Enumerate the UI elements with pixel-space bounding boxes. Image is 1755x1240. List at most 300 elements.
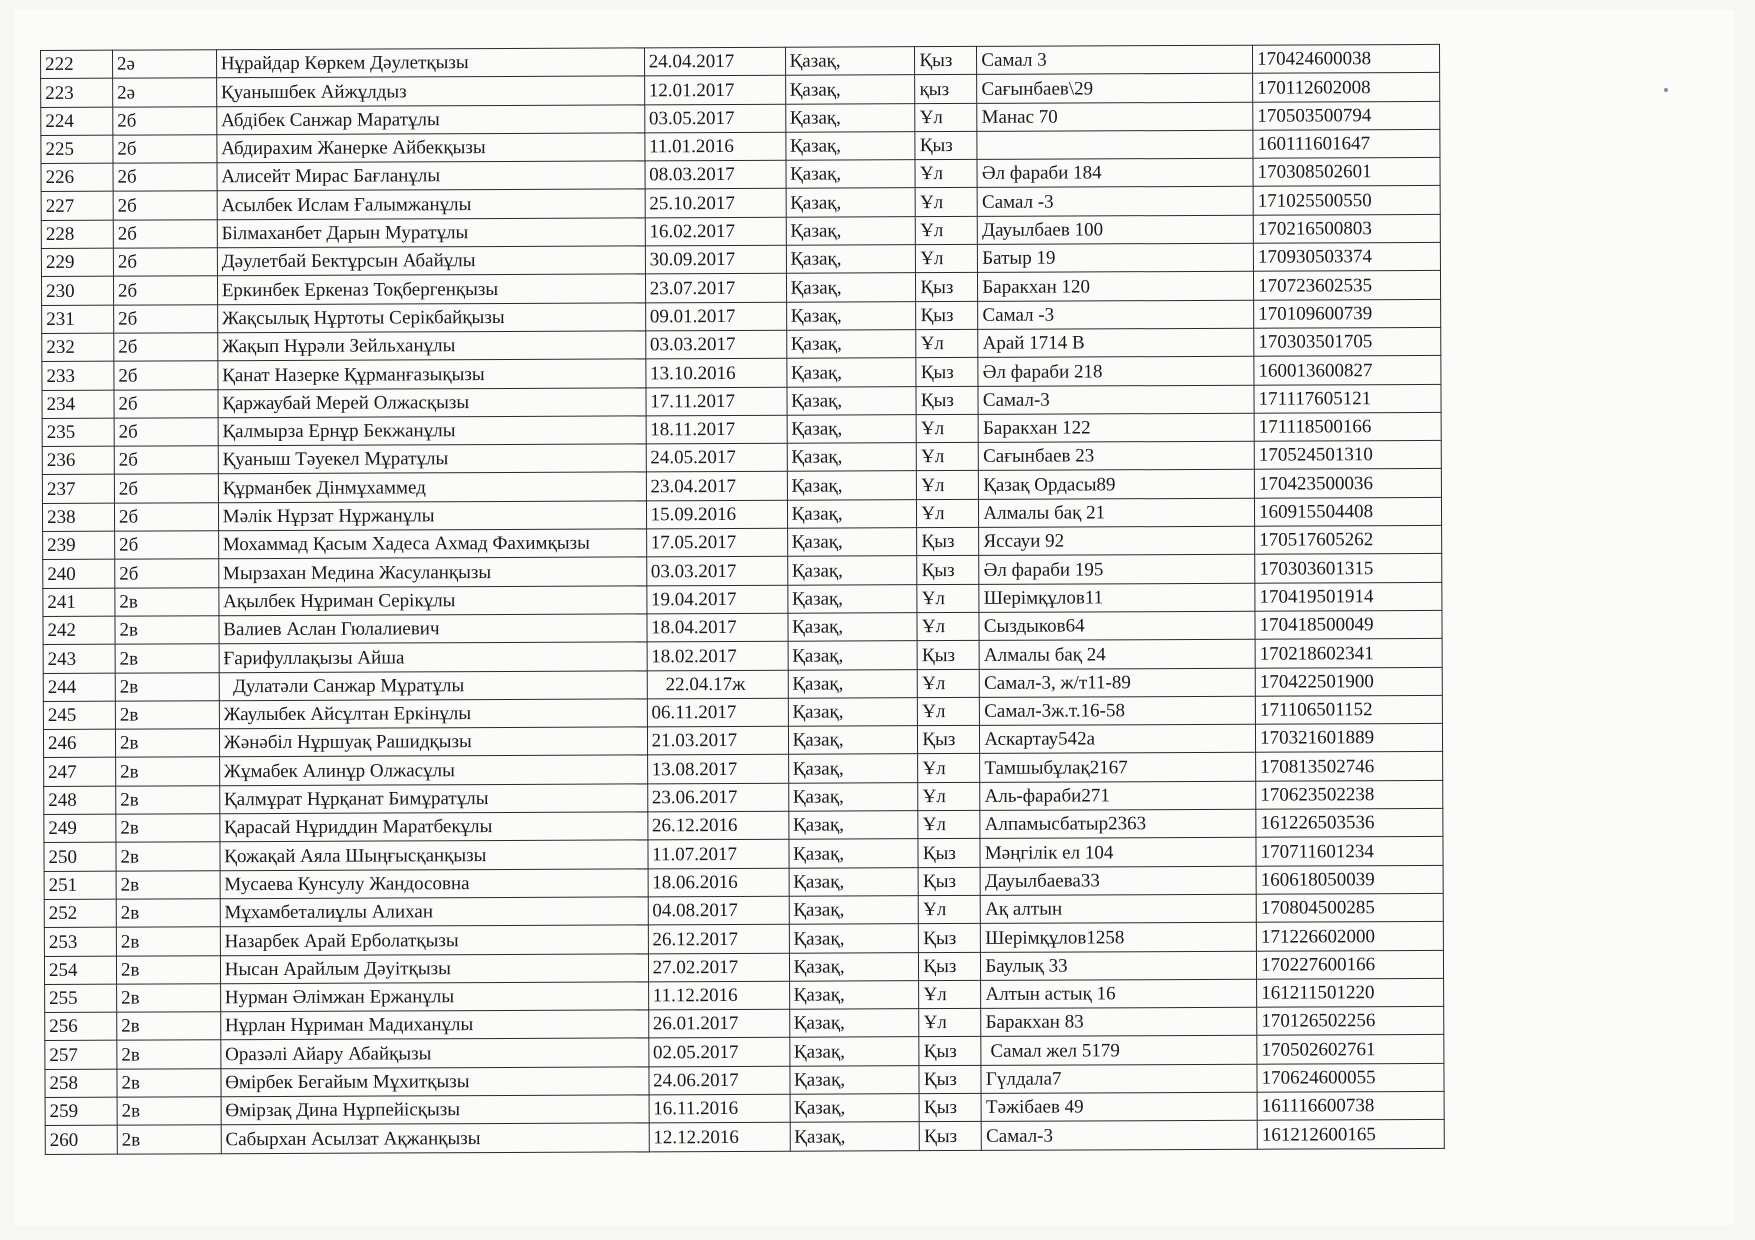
nationality-cell: Қазақ, [787,613,917,642]
address-cell: Батыр 19 [978,243,1254,272]
nationality-cell: Қазақ, [787,386,917,415]
iin-cell: 170109600739 [1254,299,1441,328]
address-cell [977,130,1253,159]
nationality-cell: Қазақ, [786,245,916,274]
student-name-cell: Қанат Назерке Құрманғазықызы [218,359,646,389]
nationality-cell: Қазақ, [789,980,919,1009]
class-cell: 2б [113,191,217,220]
student-name-cell: Қуаныш Тәуекел Мұратұлы [218,444,646,474]
sex-cell: Қыз [916,358,978,387]
birth-date-cell: 23.07.2017 [645,274,786,303]
row-number-cell: 257 [45,1041,117,1070]
row-number-cell: 238 [42,503,114,532]
birth-date-cell: 16.11.2016 [649,1094,790,1123]
nationality-cell: Қазақ, [787,443,917,472]
address-cell: Самал-3ж.т.16-58 [980,696,1256,725]
nationality-cell: Қазақ, [789,1065,919,1094]
iin-cell: 170424600038 [1253,44,1440,73]
nationality-cell: Қазақ, [786,160,916,189]
row-number-cell: 227 [41,192,113,221]
address-cell: Арай 1714 В [978,328,1254,357]
student-name-cell: Дәулетбай Бектұрсын Абайұлы [217,246,645,276]
birth-date-cell: 16.02.2017 [645,217,786,246]
address-cell: Алмалы бақ 21 [979,498,1255,527]
student-roster-table [40,44,1445,1155]
address-cell: Мәңгілік ел 104 [980,838,1256,867]
iin-cell: 170502602761 [1257,1035,1444,1064]
iin-cell: 170218602341 [1255,639,1442,668]
class-cell: 2в [115,672,219,701]
nationality-cell: Қазақ, [789,1009,919,1038]
sex-cell: Ұл [917,612,979,641]
sex-cell: Қыз [919,1037,981,1066]
row-number-cell: 231 [42,305,114,334]
class-cell: 2б [113,276,217,305]
iin-cell: 170227600166 [1257,950,1444,979]
birth-date-cell: 17.05.2017 [646,528,787,557]
birth-date-cell: 26.01.2017 [648,1009,789,1038]
student-name-cell: Абдирахим Жанерке Айбекқызы [217,133,645,163]
iin-cell: 170308502601 [1253,158,1440,187]
address-cell: Аль-фараби271 [980,781,1256,810]
iin-cell: 171118500166 [1254,412,1441,441]
address-cell: Қазақ Ордасы89 [979,470,1255,499]
class-cell: 2б [113,220,217,249]
class-cell: 2в [116,927,220,956]
row-number-cell: 237 [42,475,114,504]
row-number-cell: 226 [41,163,113,192]
birth-date-cell: 26.12.2016 [647,811,788,840]
address-cell: Ақ алтын [981,894,1257,923]
sex-cell: Ұл [915,103,977,132]
student-name-cell: Жаулыбек Айсұлтан Еркінұлы [219,699,647,729]
birth-date-cell: 06.11.2017 [647,698,788,727]
student-name-cell: Қалмырза Ернұр Бекжанұлы [218,416,646,446]
student-name-cell: Сабырхан Асылзат Ақжанқызы [221,1123,649,1153]
address-cell: Алтын астық 16 [981,979,1257,1008]
row-number-cell: 258 [45,1069,117,1098]
sex-cell: Ұл [916,329,978,358]
iin-cell: 170303601315 [1255,554,1442,583]
address-cell: Тамшыбұлақ2167 [980,753,1256,782]
iin-cell: 161116600738 [1257,1091,1444,1120]
student-name-cell: Қаржаубай Мерей Олжасқызы [218,387,646,417]
class-cell: 2в [116,984,220,1013]
birth-date-cell: 13.08.2017 [647,755,788,784]
birth-date-cell: 09.01.2017 [645,302,786,331]
sex-cell: Қыз [918,867,980,896]
class-cell: 2ә [113,78,217,107]
class-cell: 2б [113,163,217,192]
row-number-cell: 225 [41,135,113,164]
student-name-cell: Мохаммад Қасым Хадеса Ахмад Фахимқызы [218,529,646,559]
sex-cell: Ұл [918,810,980,839]
address-cell: Шерімқұлов11 [979,583,1255,612]
row-number-cell: 241 [43,588,115,617]
student-name-cell: Мұхамбеталиұлы Алихан [220,897,648,927]
iin-cell: 170623502238 [1256,780,1443,809]
nationality-cell: Қазақ, [785,75,915,104]
row-number-cell: 252 [44,899,116,928]
address-cell: Әл фараби 195 [979,555,1255,584]
sex-cell: Қыз [919,1065,981,1094]
student-name-cell: Нурман Әлімжан Ержанұлы [220,982,648,1012]
address-cell: Гүлдала7 [981,1064,1257,1093]
iin-cell: 170930503374 [1253,242,1440,271]
class-cell: 2б [115,531,219,560]
student-name-cell: Назарбек Арай Ерболатқызы [220,925,648,955]
sex-cell: Ұл [917,443,979,472]
student-name-cell: Мырзахан Медина Жасуланқызы [218,557,646,587]
row-number-cell: 242 [43,616,115,645]
nationality-cell: Қазақ, [787,415,917,444]
nationality-cell: Қазақ, [789,924,919,953]
address-cell: Сағынбаев 23 [979,441,1255,470]
address-cell: Баулық 33 [981,951,1257,980]
iin-cell: 171226602000 [1256,922,1443,951]
iin-cell: 160111601647 [1253,129,1440,158]
row-number-cell: 249 [44,814,116,843]
class-cell: 2в [116,899,220,928]
address-cell: Самал-3 [978,385,1254,414]
student-name-cell: Білмаханбет Дарын Муратұлы [217,218,645,248]
row-number-cell: 250 [44,842,116,871]
address-cell: Самал жел 5179 [981,1036,1257,1065]
sex-cell: Қыз [915,131,977,160]
nationality-cell: Қазақ, [789,867,919,896]
student-name-cell: Еркинбек Еркеназ Тоқбергенқызы [217,274,645,304]
row-number-cell: 253 [44,927,116,956]
sex-cell: Ұл [919,980,981,1009]
birth-date-cell: 15.09.2016 [646,500,787,529]
class-cell: 2в [115,587,219,616]
class-cell: 2в [116,955,220,984]
sex-cell: Ұл [916,216,978,245]
class-cell: 2б [114,418,218,447]
address-cell: Дауылбаева33 [980,866,1256,895]
row-number-cell: 234 [42,390,114,419]
row-number-cell: 228 [41,220,113,249]
sex-cell: Ұл [919,1008,981,1037]
class-cell: 2в [117,1040,221,1069]
iin-cell: 170303501705 [1254,327,1441,356]
iin-cell: 170804500285 [1256,893,1443,922]
birth-date-cell: 27.02.2017 [648,953,789,982]
row-number-cell: 222 [41,50,113,79]
sex-cell: Қыз [916,386,978,415]
class-cell: 2б [114,389,218,418]
student-name-cell: Жақсылық Нұртоты Серікбайқызы [217,303,645,333]
student-name-cell: Асылбек Ислам Ғалымжанұлы [217,189,645,219]
scan-speck [1664,88,1668,92]
birth-date-cell: 18.04.2017 [647,613,788,642]
student-name-cell: Абдібек Санжар Маратұлы [216,104,644,134]
class-cell: 2б [114,446,218,475]
class-cell: 2б [114,361,218,390]
row-number-cell: 254 [44,956,116,985]
sex-cell: Қыз [915,46,977,75]
nationality-cell: Қазақ, [786,358,916,387]
nationality-cell: Қазақ, [787,556,917,585]
birth-date-cell: 03.03.2017 [645,330,786,359]
class-cell: 2б [113,248,217,277]
student-name-cell: Оразәлі Айару Абайқызы [221,1038,649,1068]
nationality-cell: Қазақ, [786,216,916,245]
sex-cell: Қыз [917,641,979,670]
row-number-cell: 229 [41,248,113,277]
sex-cell: Ұл [919,895,981,924]
sex-cell: Ұл [917,499,979,528]
birth-date-cell: 24.04.2017 [644,47,785,76]
class-cell: 2в [115,701,219,730]
student-name-cell: Алисейт Мирас Бағланұлы [217,161,645,191]
birth-date-cell: 26.12.2017 [648,924,789,953]
row-number-cell: 239 [43,531,115,560]
sex-cell: Қыз [917,527,979,556]
nationality-cell: Қазақ, [788,782,918,811]
birth-date-cell: 17.11.2017 [646,387,787,416]
iin-cell: 161211501220 [1257,978,1444,1007]
birth-date-cell: 11.01.2016 [644,132,785,161]
iin-cell: 170503500794 [1253,101,1440,130]
row-number-cell: 246 [43,729,115,758]
address-cell: Баракхан 122 [978,413,1254,442]
student-name-cell: Қарасай Нұриддин Маратбекұлы [220,812,648,842]
row-number-cell: 230 [41,277,113,306]
row-number-cell: 247 [44,758,116,787]
address-cell: Манас 70 [977,102,1253,131]
nationality-cell: Қазақ, [787,471,917,500]
nationality-cell: Қазақ, [788,698,918,727]
row-number-cell: 243 [43,644,115,673]
sex-cell: Қыз [918,839,980,868]
class-cell: 2ә [112,50,216,79]
birth-date-cell: 24.06.2017 [649,1066,790,1095]
address-cell: Баракхан 83 [981,1007,1257,1036]
birth-date-cell: 19.04.2017 [646,585,787,614]
iin-cell: 160915504408 [1255,497,1442,526]
birth-date-cell: 22.04.17ж [647,670,788,699]
sex-cell: Қыз [917,556,979,585]
student-name-cell: Өмірзақ Дина Нұрпейісқызы [221,1095,649,1125]
birth-date-cell: 03.05.2017 [644,104,785,133]
nationality-cell: Қазақ, [787,528,917,557]
address-cell: Алмалы бақ 24 [979,639,1255,668]
iin-cell: 170624600055 [1257,1063,1444,1092]
sex-cell: Ұл [917,584,979,613]
iin-cell: 171117605121 [1254,384,1441,413]
address-cell: Самал 3 [977,45,1253,74]
nationality-cell: Қазақ, [785,47,915,76]
sex-cell: Қыз [920,1122,982,1151]
nationality-cell: Қазақ, [789,1037,919,1066]
iin-cell: 170723602535 [1254,271,1441,300]
nationality-cell: Қазақ, [787,584,917,613]
birth-date-cell: 03.03.2017 [646,557,787,586]
iin-cell: 171106501152 [1255,695,1442,724]
sex-cell: Ұл [915,160,977,189]
birth-date-cell: 23.04.2017 [646,472,787,501]
address-cell: Самал -3 [977,187,1253,216]
row-number-cell: 235 [42,418,114,447]
student-name-cell: Қуанышбек Айжұлдыз [216,76,644,106]
sex-cell: Ұл [918,669,980,698]
address-cell: Аскартау542а [980,724,1256,753]
iin-cell: 170517605262 [1255,525,1442,554]
sex-cell: Ұл [915,188,977,217]
roster-body [41,44,1445,1154]
iin-cell: 161226503536 [1256,808,1443,837]
class-cell: 2в [117,1012,221,1041]
student-name-cell: Дулатәли Санжар Мұратұлы [219,670,647,700]
row-number-cell: 224 [41,107,113,136]
birth-date-cell: 18.11.2017 [646,415,787,444]
birth-date-cell: 30.09.2017 [645,245,786,274]
nationality-cell: Қазақ, [786,273,916,302]
row-number-cell: 240 [43,560,115,589]
class-cell: 2в [116,842,220,871]
birth-date-cell: 11.12.2016 [648,981,789,1010]
iin-cell: 170423500036 [1254,469,1441,498]
class-cell: 2б [113,106,217,135]
iin-cell: 170126502256 [1257,1006,1444,1035]
birth-date-cell: 13.10.2016 [645,359,786,388]
address-cell: Әл фараби 218 [978,356,1254,385]
address-cell: Шерімқұлов1258 [981,922,1257,951]
sex-cell: Қыз [919,952,981,981]
sex-cell: Қыз [916,301,978,330]
class-cell: 2в [116,870,220,899]
class-cell: 2б [114,502,218,531]
class-cell: 2в [117,1097,221,1126]
iin-cell: 170813502746 [1256,752,1443,781]
student-name-cell: Жұмабек Алинұр Олжасұлы [219,755,647,785]
birth-date-cell: 12.12.2016 [649,1123,790,1152]
sex-cell: Ұл [916,244,978,273]
student-name-cell: Жәнәбіл Нұршуақ Рашидқызы [219,727,647,757]
row-number-cell: 245 [43,701,115,730]
iin-cell: 161212600165 [1257,1120,1444,1149]
class-cell: 2б [114,474,218,503]
address-cell: Алпамысбатыр2363 [980,809,1256,838]
birth-date-cell: 25.10.2017 [645,189,786,218]
student-name-cell: Мусаева Кунсулу Жандосовна [220,868,648,898]
sex-cell: Қыз [916,273,978,302]
birth-date-cell: 18.02.2017 [647,641,788,670]
nationality-cell: Қазақ, [788,726,918,755]
student-name-cell: Ақылбек Нұриман Серікұлы [219,585,647,615]
sex-cell: Ұл [918,697,980,726]
iin-cell: 160013600827 [1254,356,1441,385]
row-number-cell: 259 [45,1097,117,1126]
iin-cell: 171025500550 [1253,186,1440,215]
student-name-cell: Нысан Арайлым Дәуітқызы [220,953,648,983]
nationality-cell: Қазақ, [790,1122,920,1151]
address-cell: Сағынбаев\29 [977,74,1253,103]
sex-cell: Ұл [916,414,978,443]
birth-date-cell: 08.03.2017 [645,160,786,189]
nationality-cell: Қазақ, [786,330,916,359]
sex-cell: қыз [915,75,977,104]
birth-date-cell: 11.07.2017 [648,840,789,869]
nationality-cell: Қазақ, [788,754,918,783]
class-cell: 2в [116,814,220,843]
student-name-cell: Ғарифуллақызы Айша [219,642,647,672]
address-cell: Самал-3 [982,1120,1258,1149]
birth-date-cell: 04.08.2017 [648,896,789,925]
student-name-cell: Құрманбек Дінмұхаммед [218,472,646,502]
iin-cell: 160618050039 [1256,865,1443,894]
class-cell: 2б [115,559,219,588]
row-number-cell: 233 [42,361,114,390]
birth-date-cell: 12.01.2017 [644,76,785,105]
sex-cell: Қыз [919,1093,981,1122]
row-number-cell: 256 [45,1012,117,1041]
nationality-cell: Қазақ, [788,811,918,840]
address-cell: Баракхан 120 [978,272,1254,301]
iin-cell: 170418500049 [1255,610,1442,639]
birth-date-cell: 23.06.2017 [647,783,788,812]
row-number-cell: 236 [42,446,114,475]
address-cell: Дауылбаев 100 [978,215,1254,244]
iin-cell: 170422501900 [1255,667,1442,696]
birth-date-cell: 02.05.2017 [648,1038,789,1067]
row-number-cell: 244 [43,673,115,702]
row-number-cell: 251 [44,871,116,900]
birth-date-cell: 18.06.2016 [648,868,789,897]
nationality-cell: Қазақ, [786,301,916,330]
student-name-cell: Нұрайдар Көркем Дәулетқызы [216,48,644,78]
class-cell: 2в [117,1125,221,1154]
nationality-cell: Қазақ, [789,952,919,981]
class-cell: 2в [116,757,220,786]
student-name-cell: Қожақай Аяла Шыңғысқанқызы [220,840,648,870]
nationality-cell: Қазақ, [788,839,918,868]
nationality-cell: Қазақ, [785,103,915,132]
student-name-cell: Мәлік Нұрзат Нұржанұлы [218,501,646,531]
address-cell: Яссауи 92 [979,526,1255,555]
nationality-cell: Қазақ, [786,188,916,217]
iin-cell: 170112602008 [1253,73,1440,102]
nationality-cell: Қазақ, [787,499,917,528]
address-cell: Самал -3 [978,300,1254,329]
class-cell: 2б [114,333,218,362]
nationality-cell: Қазақ, [788,641,918,670]
class-cell: 2в [115,644,219,673]
iin-cell: 170524501310 [1254,441,1441,470]
student-name-cell: Жақып Нұрәли Зейльханұлы [217,331,645,361]
nationality-cell: Қазақ, [789,896,919,925]
row-number-cell: 223 [41,78,113,107]
iin-cell: 170711601234 [1256,837,1443,866]
iin-cell: 170419501914 [1255,582,1442,611]
sex-cell: Ұл [918,754,980,783]
nationality-cell: Қазақ, [788,669,918,698]
address-cell: Самал-3, ж/т11-89 [980,668,1256,697]
sex-cell: Ұл [918,782,980,811]
row-number-cell: 260 [45,1125,117,1154]
class-cell: 2б [113,135,217,164]
class-cell: 2в [115,616,219,645]
address-cell: Сыздыков64 [979,611,1255,640]
iin-cell: 170321601889 [1256,724,1443,753]
class-cell: 2б [114,304,218,333]
row-number-cell: 248 [44,786,116,815]
class-cell: 2в [117,1068,221,1097]
table-row [45,1120,1444,1154]
student-name-cell: Нұрлан Нұриман Мадиханұлы [220,1010,648,1040]
class-cell: 2в [115,729,219,758]
